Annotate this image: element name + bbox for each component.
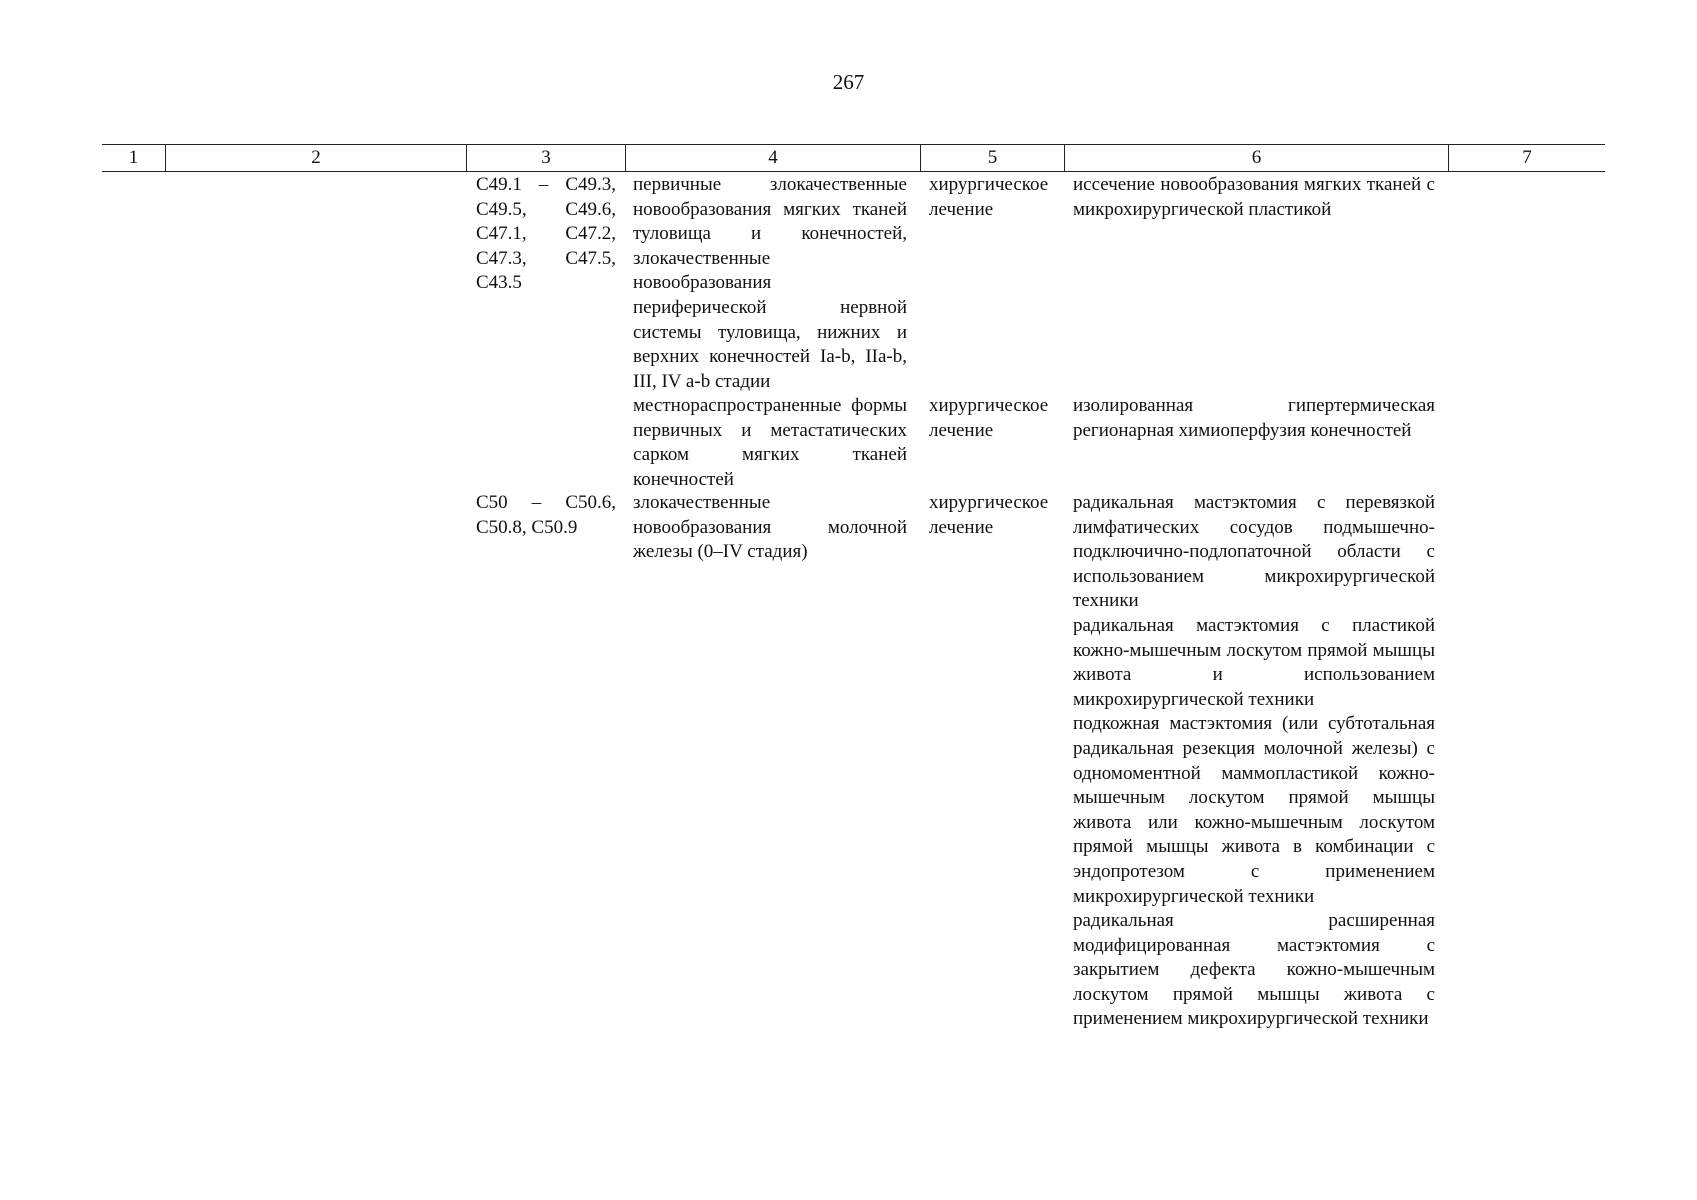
- column-header-4: 4: [626, 145, 921, 171]
- row-3-codes: С50 – С50.6, С50.8, С50.9: [476, 492, 616, 538]
- column-header-7: 7: [1522, 147, 1532, 168]
- row-1-methods: [1073, 173, 1435, 222]
- row-1-codes: С49.1 – С49.3, С49.5, С49.6, С47.1, С47.2, С47.3, С47.5, С43.5: [476, 174, 616, 294]
- column-header-2: 2: [166, 145, 467, 171]
- row-3-diagnosis: злокачественные новообразования молочной железы (0–IV стадия): [633, 492, 907, 563]
- row-2-diagnosis: местнораспространенные формы первичных и метастатических сарком мягких тканей конечностей: [633, 395, 907, 490]
- row-3-method-4: радикальная расширенная модифицированная мастэктомия с закрытием дефекта кожно-мышечным лоскутом прямой мышцы живота с применением микрохирургической техники: [1073, 910, 1435, 1030]
- row-2-methods: [1073, 394, 1435, 443]
- row-3-method-3: подкожная мастэктомия (или субтотальная радикальная резекция молочной железы) с одномоментной маммопластикой кожно-мышечным лоскутом прямой мышцы живота или кожно-мышечным лоскутом прямой мышцы живота в комбинации с эндопротезом с применением микрохирургической техники: [1073, 713, 1435, 907]
- row-2-treatment: хирургическое лечение: [929, 395, 1049, 441]
- row-3-method-2: радикальная мастэктомия с пластикой кожно-мышечным лоскутом прямой мышцы живота и использованием микрохирургической техники: [1073, 614, 1435, 710]
- table-header-row: [102, 144, 1605, 172]
- column-header-1: 1: [102, 145, 166, 171]
- column-header-6: 6: [1065, 145, 1449, 171]
- row-3-treatment: хирургическое лечение: [929, 492, 1049, 538]
- row-2-method-1: изолированная гипертермическая регионарная химиоперфузия конечностей: [1073, 395, 1435, 441]
- column-header-5: 5: [921, 145, 1065, 171]
- row-1-treatment: хирургическое лечение: [929, 174, 1049, 220]
- row-3-method-1: радикальная мастэктомия с перевязкой лимфатических сосудов подмышечно-подключично-подлопаточной области с использованием микрохирургической техники: [1073, 492, 1435, 612]
- column-header-3: 3: [467, 145, 626, 171]
- row-1-method-1: иссечение новообразования мягких тканей с микрохирургической пластикой: [1073, 174, 1435, 220]
- page-number: 267: [832, 70, 865, 94]
- row-3-methods: [1073, 491, 1435, 1032]
- row-1-diagnosis: первичные злокачественные новообразования мягких тканей туловища и конечностей, злокачественные новообразования периферической нервной системы туловища, нижних и верхних конечностей Ia-b, IIa-b, III, IV a-b стадии: [633, 174, 907, 392]
